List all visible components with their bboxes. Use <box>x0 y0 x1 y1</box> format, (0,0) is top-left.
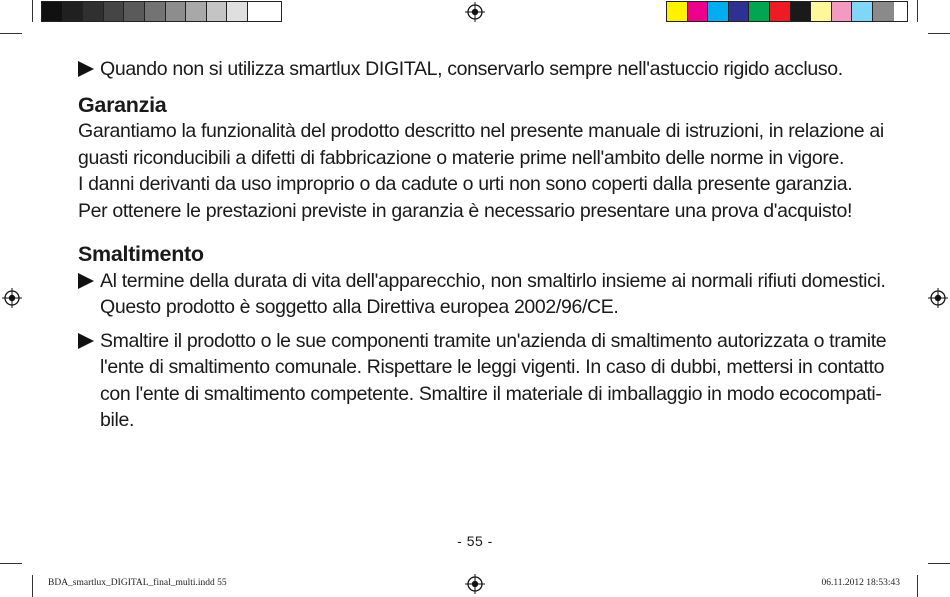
bullet-triangle-icon <box>78 273 94 289</box>
warranty-line: Garantiamo la funzionalità del prodotto descritto nel presente manuale di istruzioni, in relazione ai <box>78 120 884 142</box>
process-color-bar <box>666 1 908 22</box>
color-swatch <box>248 2 269 21</box>
bullet-line: Smaltire il prodotto o le sue componenti tramite un'azienda di smaltimento autorizzata o tramite <box>100 329 887 352</box>
crop-mark <box>32 575 33 597</box>
bullet-triangle-icon <box>78 333 94 349</box>
page-number: - 55 - <box>457 533 493 549</box>
bullet-line: l'ente di smaltimento comunale. Rispettare le leggi vigenti. In caso di dubbi, mettersi in contatto <box>100 356 885 378</box>
color-swatch <box>791 2 812 21</box>
crop-mark <box>917 0 918 22</box>
color-swatch <box>166 2 187 21</box>
color-swatch <box>832 2 853 21</box>
print-slug-filename: BDA_smartlux_DIGITAL_final_multi.indd 55 <box>48 578 227 588</box>
crop-mark <box>0 33 22 34</box>
color-swatch <box>42 2 63 21</box>
color-swatch <box>667 2 688 21</box>
manual-page-body <box>78 56 908 434</box>
disposal-bullet <box>78 268 908 321</box>
crop-mark <box>928 563 950 564</box>
color-swatch <box>770 2 791 21</box>
bullet-text: Quando non si utilizza smartlux DIGITAL, conservarlo sempre nell'astuccio rigido accluso. <box>100 58 843 80</box>
registration-target-icon <box>465 574 485 594</box>
registration-target-icon <box>2 288 22 308</box>
crop-mark <box>917 575 918 597</box>
color-swatch <box>873 2 894 21</box>
color-swatch <box>104 2 125 21</box>
crop-mark <box>0 563 22 564</box>
bullet-line: Al termine della durata di vita dell'apparecchio, non smaltirlo insieme ai normali rifiuti domestici. <box>100 269 886 292</box>
warranty-line: Per ottenere le prestazioni previste in garanzia è necessario presentare una prova d'acquisto! <box>78 199 853 222</box>
color-swatch <box>63 2 84 21</box>
disposal-bullet <box>78 328 908 434</box>
color-swatch <box>852 2 873 21</box>
color-swatch <box>227 2 248 21</box>
warranty-heading: Garanzia <box>78 92 167 117</box>
color-swatch <box>207 2 228 21</box>
grayscale-color-bar <box>41 1 282 22</box>
bullet-triangle-icon <box>78 61 94 77</box>
color-swatch <box>811 2 832 21</box>
bullet-line: con l'ente di smaltimento competente. Smaltire il materiale di imballaggio in modo ecocompati- <box>100 382 882 405</box>
bullet-line: bile. <box>100 409 135 431</box>
crop-mark <box>32 0 33 22</box>
color-swatch <box>124 2 145 21</box>
color-swatch <box>729 2 750 21</box>
color-swatch <box>749 2 770 21</box>
color-swatch <box>83 2 104 21</box>
color-swatch <box>186 2 207 21</box>
color-swatch <box>145 2 166 21</box>
warranty-paragraph <box>78 118 908 224</box>
warranty-line: I danni derivanti da uso improprio o da cadute o urti non sono coperti dalla presente garanzia. <box>78 173 853 195</box>
color-swatch <box>688 2 709 21</box>
storage-note-bullet <box>78 56 908 83</box>
registration-target-icon <box>465 2 485 22</box>
registration-target-icon <box>928 288 948 308</box>
print-slug-timestamp: 06.11.2012 18:53:43 <box>821 578 900 588</box>
disposal-heading: Smaltimento <box>78 242 204 266</box>
bullet-line: Questo prodotto è soggetto alla Direttiva europea 2002/96/CE. <box>100 296 619 318</box>
warranty-line: guasti riconducibili a difetti di fabbricazione o materie prime nell'ambito delle norme in vigore. <box>78 146 845 169</box>
crop-mark <box>928 33 950 34</box>
color-swatch <box>708 2 729 21</box>
